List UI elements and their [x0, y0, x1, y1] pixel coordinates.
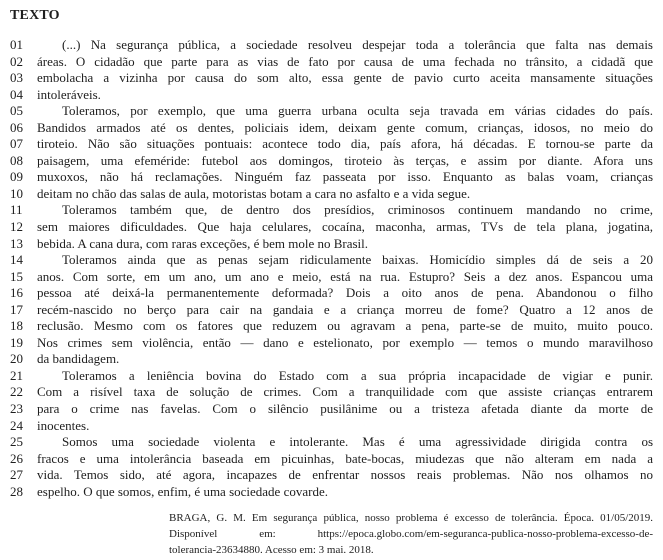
- line-number: 05: [10, 103, 23, 119]
- text-line: [10, 54, 653, 71]
- line-number: 12: [10, 219, 23, 235]
- text-line: [10, 302, 653, 319]
- text-line: [10, 70, 653, 87]
- line-text: da bandidagem.: [37, 351, 120, 367]
- text-line: [10, 103, 653, 120]
- citation-line: BRAGA, G. M. Em segurança pública, nosso problema é excesso de tolerância. Época. 01/05/2019.: [169, 512, 653, 525]
- citation-line: Disponível em: https://epoca.globo.com/em-seguranca-publica-nosso-problema-excesso-de-: [169, 528, 653, 541]
- line-number: 04: [10, 86, 23, 102]
- line-text: anos. Com sorte, em um ano, um ano e meio, está na rua. Estupro? Seis a dez anos. Espancou uma: [37, 268, 653, 284]
- citation-line: tolerancia-23634880. Acesso em: 3 mai. 2018.: [169, 543, 374, 556]
- line-number: 14: [10, 252, 23, 268]
- text-line: [10, 236, 653, 253]
- line-number: 19: [10, 334, 23, 350]
- line-number: 23: [10, 401, 23, 417]
- line-text: Toleramos ainda que as penas sejam ridiculamente baixas. Homicídio simples dá de seis a 20: [62, 252, 653, 268]
- line-text: sem maiores dificuldades. Que haja celulares, cocaína, maconha, armas, TVs de tela plana, jogatina,: [37, 219, 653, 235]
- page-title: TEXTO: [10, 8, 60, 23]
- line-number: 08: [10, 152, 23, 168]
- line-number: 01: [10, 37, 23, 52]
- text-line: [10, 401, 653, 418]
- line-number: 06: [10, 119, 23, 135]
- line-text: Toleramos, por exemplo, que uma guerra urbana oculta seja travada em várias cidades do país.: [62, 103, 653, 119]
- line-number: 22: [10, 384, 23, 400]
- line-text: para o crime nas favelas. Com o silêncio pusilânime ou a tristeza afetada diante da morte de: [37, 401, 653, 417]
- line-number: 20: [10, 351, 23, 367]
- line-text: áreas. O cidadão que parte para as vias de fato por causa de uma fechada no trânsito, a cidadã que: [37, 53, 653, 69]
- line-text: fracos e uma intolerância baseada em picuinhas, bate-bocas, miudezas que não alteram em nada a: [37, 450, 653, 466]
- text-line: [10, 186, 653, 203]
- line-text: Com a risível taxa de solução de crimes. Com a tranquilidade com que assiste crianças entrarem: [37, 384, 653, 400]
- text-line: [10, 434, 653, 451]
- line-text: pessoa até deixá-la permanentemente deformada? Dois a oito anos de pena. Abandonou o filho: [37, 285, 653, 301]
- line-text: muxoxos, não há reclamações. Ninguém faz passeata por isso. Enquanto as balas voam, crianças: [37, 169, 653, 185]
- line-text: deitam no chão das salas de aula, motoristas botam a cara no asfalto e a vida segue.: [37, 185, 471, 201]
- text-line: [10, 368, 653, 385]
- line-number: 07: [10, 136, 23, 152]
- line-number: 17: [10, 301, 23, 317]
- line-text: Bandidos armados até os dentes, policiais idem, deixam gente comum, crianças, idosos, no meio do: [37, 119, 653, 135]
- text-line: [10, 467, 653, 484]
- line-number: 09: [10, 169, 23, 185]
- text-line: [10, 285, 653, 302]
- citation: [169, 511, 653, 558]
- line-text: Toleramos também que, de dentro dos presídios, criminosos continuem mandando no crime,: [62, 202, 653, 218]
- line-text: (...) Na segurança pública, a sociedade resolveu despejar toda a tolerância que falta nas demais: [62, 37, 653, 52]
- text-line: [10, 384, 653, 401]
- line-number: 03: [10, 70, 23, 86]
- line-number: 16: [10, 285, 23, 301]
- line-text: reclusão. Mesmo com os fatores que reduzem ou agravam a pena, parte-se de muito, muito pouco.: [37, 318, 653, 334]
- line-text: bebida. A cana dura, com raras exceções, é bem mole no Brasil.: [37, 235, 369, 251]
- text-block: [10, 37, 653, 500]
- line-number: 26: [10, 450, 23, 466]
- line-number: 11: [10, 202, 23, 218]
- line-text: vida. Temos sido, até agora, incapazes de enfrentar nossos reais problemas. Não nos olhamos no: [37, 467, 653, 483]
- line-text: Toleramos a leniência bovina do Estado com a sua própria incapacidade de vigiar e punir.: [62, 367, 653, 383]
- text-line: [10, 136, 653, 153]
- text-line: [10, 87, 653, 104]
- line-number: 10: [10, 185, 23, 201]
- line-number: 21: [10, 367, 23, 383]
- line-text: inocentes.: [37, 417, 90, 433]
- line-number: 02: [10, 53, 23, 69]
- line-text: intoleráveis.: [37, 86, 101, 102]
- text-line: [10, 318, 653, 335]
- line-text: Somos uma sociedade violenta e intolerante. Mas é uma agressividade dirigida contra os: [62, 434, 653, 450]
- line-text: paisagem, uma efeméride: futebol aos domingos, tiroteio às terças, e assim por diante. Afora uns: [37, 152, 653, 168]
- text-line: [10, 418, 653, 435]
- line-text: recém-nascido no berço para cair na gandaia e a criança morreu de fome? Quatro a 12 anos de: [37, 301, 653, 317]
- line-number: 13: [10, 235, 23, 251]
- line-number: 24: [10, 417, 23, 433]
- line-number: 27: [10, 467, 23, 483]
- line-text: Nos crimes sem violência, então — dano e estelionato, por exemplo — temos o mundo maravilhoso: [37, 334, 653, 350]
- text-line: [10, 252, 653, 269]
- text-line: [10, 269, 653, 286]
- text-line: [10, 37, 653, 54]
- line-text: espelho. O que somos, enfim, é uma sociedade covarde.: [37, 483, 328, 499]
- line-text: tiroteio. Não são situações pontuais: acontece todo dia, país afora, há décadas. E tornou-se parte da: [37, 136, 653, 152]
- line-number: 18: [10, 318, 23, 334]
- text-line: [10, 451, 653, 468]
- text-line: [10, 202, 653, 219]
- text-line: [10, 351, 653, 368]
- line-number: 15: [10, 268, 23, 284]
- line-text: embolacha a vizinha por causa do som alto, essa gente de pavio curto aceita mansamente situações: [37, 70, 653, 86]
- text-line: [10, 484, 653, 501]
- text-line: [10, 335, 653, 352]
- line-number: 28: [10, 483, 23, 499]
- text-line: [10, 120, 653, 137]
- text-line: [10, 153, 653, 170]
- text-line: [10, 219, 653, 236]
- text-line: [10, 169, 653, 186]
- line-number: 25: [10, 434, 23, 450]
